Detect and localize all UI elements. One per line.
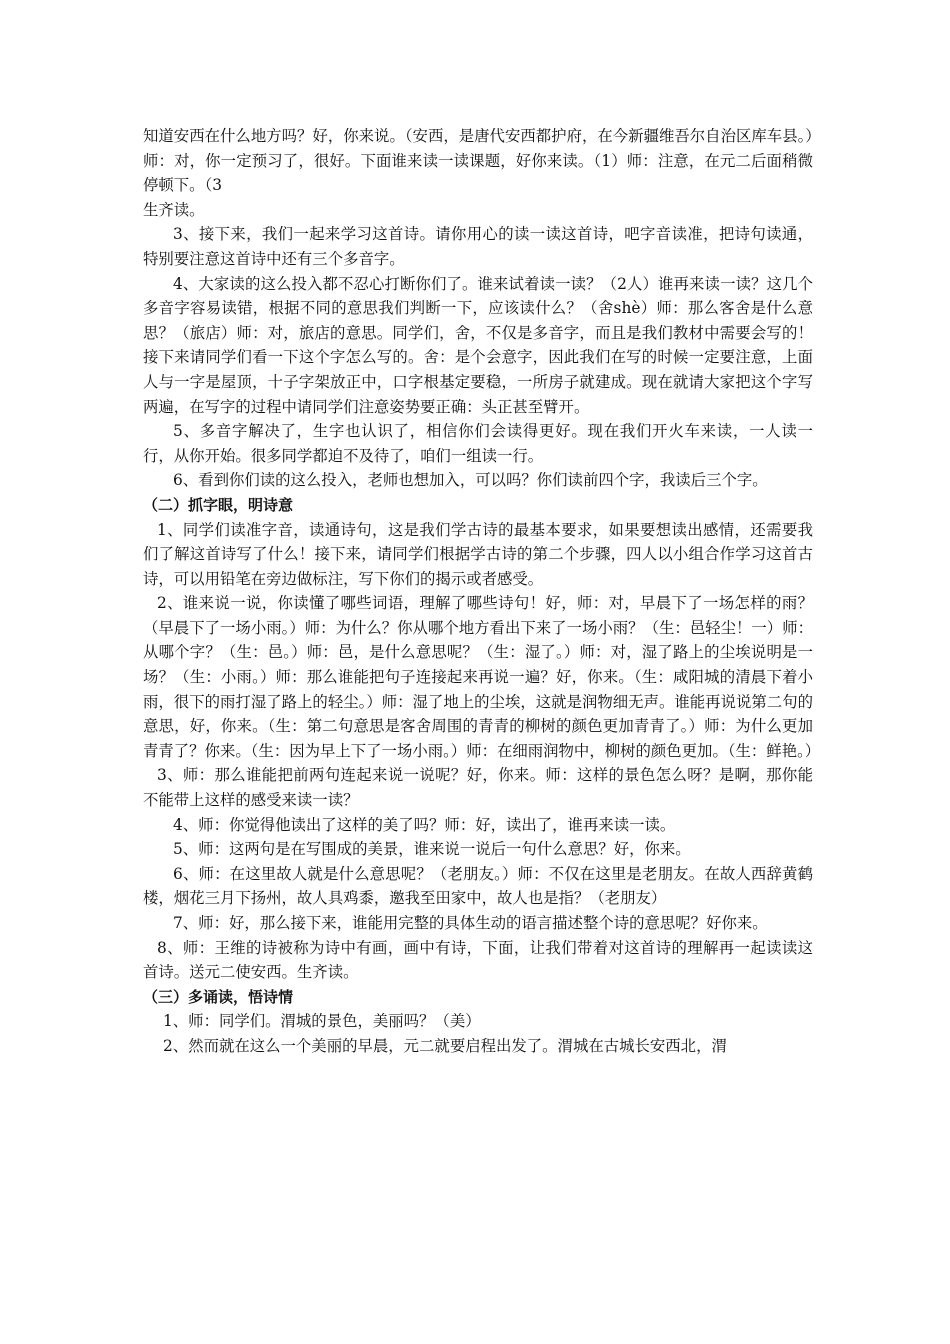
section-heading-2: （二）抓字眼，明诗意 — [143, 495, 294, 514]
paragraph-section3-step-1: 1、师：同学们。渭城的景色，美丽吗？（美） — [163, 1012, 481, 1031]
paragraph-section2-step-3: 3、师：那么谁能把前两句连起来说一说呢？好，你来。师：这样的景色怎么呀？是啊，那你能不能带上这样的感受来读一读？ — [143, 766, 813, 810]
paragraph-students-read: 生齐读。 — [143, 200, 205, 219]
paragraph-anxi-location: 知道安西在什么地方吗？好，你来说。（安西，是唐代安西都护府，在今新疆维吾尔自治区库车县。）师：对，你一定预习了，很好。下面谁来读一读课题，好你来读。（1）师：注意，在元二后面稍微停顿下。（3 — [143, 127, 813, 195]
paragraph-section2-step-6: 6、师：在这里故人就是什么意思呢？（老朋友。）师：不仅在这里是老朋友。在故人西辞黄鹤楼，烟花三月下扬州，故人具鸡黍，邀我至田家中，故人也是指？（老朋友） — [143, 864, 813, 908]
paragraph-section2-step-8: 8、师：王维的诗被称为诗中有画，画中有诗，下面，让我们带着对这首诗的理解再一起读读这首诗。送元二使安西。生齐读。 — [143, 938, 813, 982]
paragraph-section2-step-2: 2、谁来说一说，你读懂了哪些词语，理解了哪些诗句！好，师：对，早晨下了一场怎样的雨？（早晨下了一场小雨。）师：为什么？你从哪个地方看出下来了一场小雨？（生：邑轻尘！一）师：从哪个字？（生：邑。）师：邑，是什么意思呢？（生：湿了。）师：对，湿了路上的尘埃说明是一场？（生：小雨。）师：那么谁能把句子连接起来再说一遍？好，你来。（生：咸阳城的清晨下着小雨，很下的雨打湿了路上的轻尘。）师：湿了地上的尘埃，这就是润物细无声。谁能再说说第二句的意思，好，你来。（生：第二句意思是客舍周围的青青的柳树的颜色更加青青了。）师：为什么更加青青了？你来。（生：因为早上下了一场小雨。）师：在细雨润物中，柳树的颜色更加。（生：鲜艳。） — [143, 594, 821, 760]
section-heading-3: （三）多诵读，悟诗情 — [143, 987, 294, 1006]
paragraph-step-6: 6、看到你们读的这么投入，老师也想加入，可以吗？你们读前四个字，我读后三个字。 — [173, 471, 768, 490]
paragraph-section2-step-7: 7、师：好，那么接下来，谁能用完整的具体生动的语言描述整个诗的意思呢？好你来。 — [173, 914, 768, 932]
paragraph-section2-step-5: 5、师：这两句是在写围成的美景，谁来说一说后一句什么意思？好，你来。 — [173, 840, 691, 859]
paragraph-section2-step-1: 1、同学们读准字音，读通诗句，这是我们学古诗的最基本要求，如果要想读出感情，还需要我们了解这首诗写了什么！接下来，请同学们根据学古诗的第二个步骤，四人以小组合作学习这首古诗，可以用铅笔在旁边做标注，写下你们的揭示或者感受。 — [143, 520, 813, 588]
paragraph-section3-step-2: 2、然而就在这么一个美丽的早晨，元二就要启程出发了。渭城在古城长安西北，渭 — [163, 1036, 727, 1055]
paragraph-step-4: 4、大家读的这么投入都不忍心打断你们了。谁来试着读一读？（2人）谁再来读一读？这几个多音字容易读错，根据不同的意思我们判断一下，应该读什么？（舍shè）师：那么客舍是什么意思？（旅店）师：对，旅店的意思。同学们，舍，不仅是多音字，而且是我们教材中需要会写的！接下来请同学们看一下这个字怎么写的。舍：是个会意字，因此我们在写的时候一定要注意，上面人与一字是屋顶，十子字架放正中，口字根基定要稳，一所房子就建成。现在就请大家把这个字写两遍，在写字的过程中请同学们注意姿势要正确：头正甚至臂开。 — [143, 274, 813, 416]
paragraph-section2-step-4: 4、师：你觉得他读出了这样的美了吗？师：好，读出了，谁再来读一读。 — [173, 815, 676, 834]
paragraph-step-3: 3、接下来，我们一起来学习这首诗。请你用心的读一读这首诗，吧字音读准，把诗句读通，特别要注意这首诗中还有三个多音字。 — [143, 225, 813, 268]
paragraph-step-5: 5、多音字解决了，生字也认识了，相信你们会读得更好。现在我们开火车来读，一人读一行，从你开始。很多同学都迫不及待了，咱们一组读一行。 — [143, 422, 813, 465]
document-page — [143, 124, 821, 1059]
